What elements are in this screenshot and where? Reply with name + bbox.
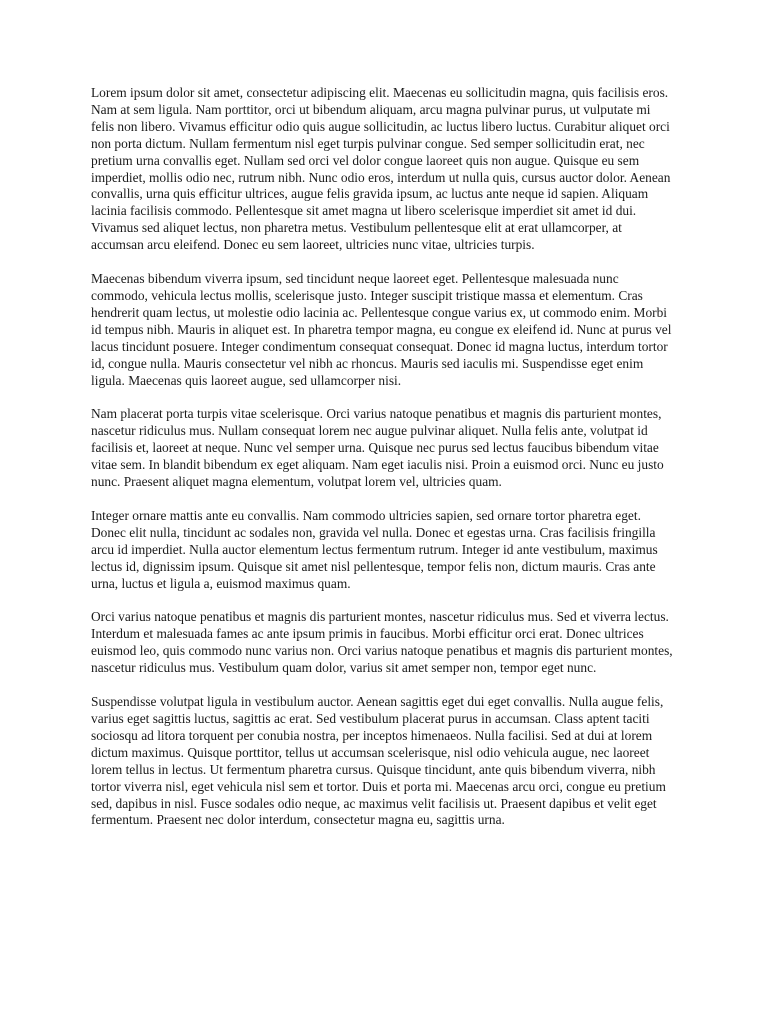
paragraph-4: Integer ornare mattis ante eu convallis. Nam commodo ultricies sapien, sed ornare tortor pharetra eget. Donec elit nulla, tincidunt ac sodales non, gravida vel nulla. Donec et egestas urna. Cras facilisis fringilla arcu id imperdiet. Nulla auctor elementum lectus fermentum rutrum. Integer id ante vestibulum, maximus lectus id, dignissim ipsum. Quisque sit amet nisl pellentesque, tempor felis non, dictum mauris. Cras ante urna, luctus et ligula a, euismod maximus quam. [91, 507, 658, 591]
paragraph-6: Suspendisse volutpat ligula in vestibulum auctor. Aenean sagittis eget dui eget convallis. Nulla augue felis, varius eget sagittis luctus, sagittis ac erat. Sed vestibulum placerat purus in accumsan. Class aptent taciti sociosqu ad litora torquent per conubia nostra, per inceptos himenaeos. Nulla facilisi. Sed at dui at lorem dictum maximus. Quisque porttitor, tellus ut accumsan scelerisque, nisl odio vehicula augue, nec laoreet lorem tellus in lectus. Ut fermentum pharetra cursus. Quisque tincidunt, ante quis bibendum viverra, nibh tortor viverra nisl, eget vehicula nisl sem et tortor. Duis et porta mi. Maecenas arcu orci, congue eu pretium sed, dapibus in nisl. Fusce sodales odio neque, ac maximus velit facilisis ut. Praesent dapibus et velit eget fermentum. Praesent nec dolor interdum, consectetur magna eu, sagittis urna. [91, 694, 666, 828]
paragraph-2: Maecenas bibendum viverra ipsum, sed tincidunt neque laoreet eget. Pellentesque malesuada nunc commodo, vehicula lectus mollis, scelerisque justo. Integer suscipit tristique massa et elementum. Cras hendrerit quam lectus, ut molestie odio lacinia ac. Pellentesque congue varius ex, ut commodo enim. Morbi id tempus nibh. Mauris in aliquet est. In pharetra tempor magna, eu congue ex eleifend id. Nunc at purus vel lacus tincidunt posuere. Integer condimentum consequat consequat. Donec id magna luctus, interdum tortor id, congue nulla. Mauris consectetur vel nibh ac rhoncus. Mauris sed iaculis mi. Suspendisse eget enim ligula. Maecenas quis laoreet augue, sed ullamcorper nisi. [91, 271, 672, 388]
paragraph-1: Lorem ipsum dolor sit amet, consectetur adipiscing elit. Maecenas eu sollicitudin magna, quis facilisis eros. Nam at sem ligula. Nam porttitor, orci ut bibendum aliquam, arcu magna pulvinar purus, ut vulputate mi felis non libero. Vivamus efficitur odio quis augue sollicitudin, ac luctus libero luctus. Curabitur aliquet orci non porta dictum. Nullam fermentum nisl eget turpis pulvinar congue. Sed semper sollicitudin erat, nec pretium urna convallis eget. Nullam sed orci vel dolor congue laoreet quis non augue. Quisque eu sem imperdiet, mollis odio nec, rutrum nibh. Nunc odio eros, interdum ut nulla quis, cursus auctor dolor. Aenean convallis, urna quis efficitur ultrices, augue felis gravida ipsum, ac luctus ante neque id sapien. Aliquam lacinia facilisis commodo. Pellentesque sit amet magna ut libero scelerisque imperdiet sit amet id dui. Vivamus sed aliquet lectus, non pharetra metus. Vestibulum pellentesque elit at erat ullamcorper, at accumsan arcu eleifend. Donec eu sem laoreet, ultricies nunc vitae, ultricies turpis. [91, 85, 671, 253]
paragraph-5: Orci varius natoque penatibus et magnis dis parturient montes, nascetur ridiculus mus. Sed et viverra lectus. Interdum et malesuada fames ac ante ipsum primis in faucibus. Morbi efficitur orci erat. Donec ultrices euismod leo, quis commodo nunc varius non. Orci varius natoque penatibus et magnis dis parturient montes, nascetur ridiculus mus. Vestibulum quam dolor, varius sit amet semper non, tempor eget nunc. [91, 609, 673, 676]
paragraph-3: Nam placerat porta turpis vitae scelerisque. Orci varius natoque penatibus et magnis dis parturient montes, nascetur ridiculus mus. Nullam consequat lorem nec augue pulvinar aliquet. Nulla felis ante, volutpat id facilisis et, laoreet at neque. Nunc vel semper urna. Quisque nec purus sed lectus faucibus bibendum vitae vitae sem. In blandit bibendum ex eget aliquam. Nam eget iaculis nisi. Proin a euismod orci. Nunc eu justo nunc. Praesent aliquet magna elementum, volutpat lorem vel, ultricies quam. [91, 406, 664, 490]
document-page [91, 85, 673, 829]
